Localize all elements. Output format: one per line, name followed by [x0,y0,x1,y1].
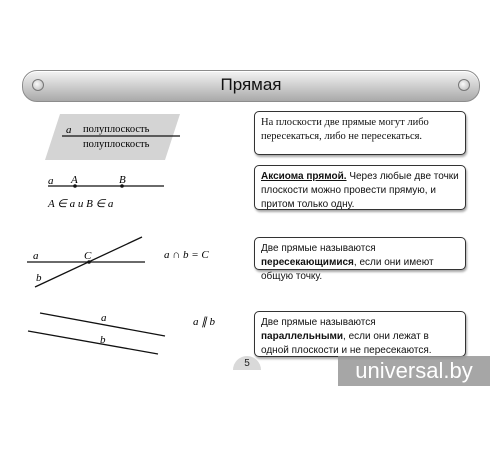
points-figure [40,172,180,214]
intersecting-figure [25,234,220,292]
definition-card-intersecting [254,237,466,282]
upper-half-plane-label: полуплоскость [83,124,150,135]
parallel-line-b [28,331,158,354]
parallel-line-b-label: b [100,334,106,346]
intersect-line-a-label: a [33,250,39,262]
parallel-formula: a ∥ b [193,316,215,328]
parallel-line-a-label: a [101,312,107,324]
intersecting-post: , если они имеют общую точку. [261,257,434,282]
point-b-label: B [119,174,126,186]
plane-figure [40,112,190,164]
axiom-term: Аксиома прямой. [261,171,347,182]
plane-parallelogram [45,114,180,160]
definition-card-two-lines [254,111,466,155]
point-c-label: C [84,250,92,262]
title-bar [22,70,480,102]
definition-card-axiom [254,165,466,210]
definition-card-parallel [254,311,466,357]
page-number: 5 [233,356,261,370]
intersection-formula: a ∩ b = C [164,249,209,261]
membership-formula: A ∈ a и B ∈ a [48,198,114,210]
plane-line-label: a [66,124,72,136]
parallel-pre: Две прямые называются [261,317,376,328]
parallel-post: , если они лежат в одной плоскости и не пересекаются. [261,331,432,356]
intersecting-term: пересекающимися [261,257,354,268]
intersect-line-b-label: b [36,272,42,284]
axiom-text: Через любые две точки плоскости можно провести прямую, и притом только одну. [261,171,459,210]
card-two-lines-text: На плоскости две прямые могут либо пересекаться, либо не пересекаться. [261,117,429,142]
points-line-label: a [48,175,54,187]
point-a-label: A [71,174,78,186]
parallel-figure [25,308,220,360]
lower-half-plane-label: полуплоскость [83,139,150,150]
parallel-term: параллельными [261,331,344,342]
rivet-right-icon [458,79,470,91]
intersecting-pre: Две прямые называются [261,243,376,254]
watermark: universal.by [338,356,490,386]
page-title: Прямая [220,75,282,94]
